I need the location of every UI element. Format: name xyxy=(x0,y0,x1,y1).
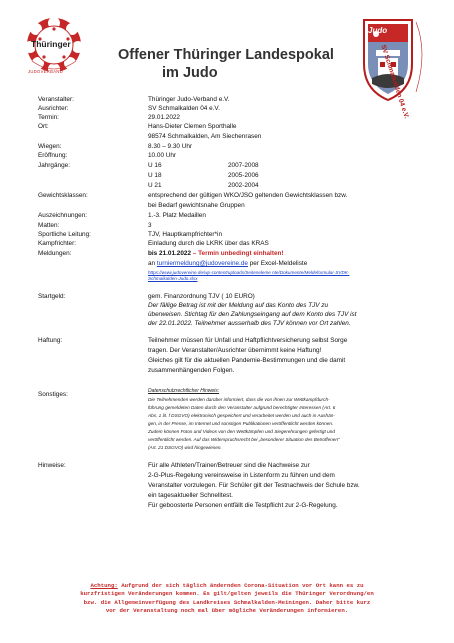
row-label: Sportliche Leitung: xyxy=(38,231,91,238)
hinweise-text: Veranstalter vorzulegen. Für Schüler gilt der Testnachweis der Schule bzw. xyxy=(148,482,360,489)
notice-line-2: kurzfristigen Veränderungen kommen. Es gilt/gelten jeweils die Thüringer Verordnung/en xyxy=(80,590,374,598)
row-value: 98574 Schmalkalden, Am Siechenrasen xyxy=(148,133,262,140)
page-title xyxy=(118,46,348,82)
row-label: Auszeichnungen: xyxy=(38,212,88,219)
age-class: U 18 xyxy=(148,172,162,179)
notice-text: Aufgrund der sich täglich ändernden Corona-Situation vor Ort kann es zu xyxy=(117,582,364,589)
hinweise-text: Für geboosterte Personen entfällt die Testpflicht zur 2-G-Regelung. xyxy=(148,502,338,509)
meldung-deadline xyxy=(148,250,284,258)
row-value: Thüringer Judo-Verband e.V. xyxy=(148,96,230,103)
privacy-line: Die Teilnehmenden werden darüber informiert, dass die von ihnen zur Wettkampfdurch- xyxy=(148,397,330,402)
row-value: SV Schmalkalden 04 e.V. xyxy=(148,105,220,112)
row-label: Gewichtsklassen: xyxy=(38,192,88,199)
row-value: 10.00 Uhr xyxy=(148,152,177,159)
corona-notice xyxy=(25,582,429,615)
privacy-line: gen, in der Presse, im Internet und sonstigen Publikationen veröffentlicht werden können. xyxy=(148,421,334,426)
deadline-date: bis 21.01.2022 xyxy=(148,250,191,257)
row-value: 8.30 – 9.30 Uhr xyxy=(148,143,193,150)
notice-line-3: bzw. die Allgemeinverfügung des Landkreises Schmalkalden-Meiningen. Daher bitte kurz xyxy=(83,598,371,606)
row-label: Kampfrichter: xyxy=(38,240,77,247)
row-value: Einladung durch die LKRK über das KRAS xyxy=(148,240,269,247)
form-url-link-cont[interactable]: Schmalkalden-Judo.xlsx xyxy=(148,276,198,281)
row-label: Wiegen: xyxy=(38,143,62,150)
row-label: Termin: xyxy=(38,114,59,121)
age-years: 2005-2006 xyxy=(228,172,259,179)
row-label: Meldungen: xyxy=(38,250,72,257)
row-label: Haftung: xyxy=(38,337,63,344)
privacy-line: Abs. 1 lit. f DSGVO) elektronisch gespeichert und verarbeitet werden und auch in Aushän- xyxy=(148,413,335,418)
row-value: gem. Finanzordnung TJV ( 10 EURO) xyxy=(148,293,255,300)
notice-line-1 xyxy=(25,582,429,590)
title-line-1: Offener Thüringer Landespokal xyxy=(118,47,334,63)
haftung-text: tragen. Der Veranstalter/Ausrichter übernimmt keine Haftung! xyxy=(148,347,322,354)
startgeld-text: Der fällige Betrag ist mit der Meldung auf das Konto des TJV zu xyxy=(148,302,329,309)
email-suffix: per Excel-Meldeliste xyxy=(247,260,308,267)
notice-line-4: vor der Veranstaltung noch mal über mögliche Veränderungen informieren. xyxy=(105,606,349,614)
privacy-line: führung gemeldeten Daten durch den Veranstalter aufgrund berechtigter Interessen (Art. 6 xyxy=(148,405,336,410)
row-value: Für alle Athleten/Trainer/Betreuer sind die Nachweise zur xyxy=(148,462,310,469)
row-label: Hinweise: xyxy=(38,462,66,469)
privacy-heading: Datenschutzrechtlicher Hinweis: xyxy=(148,388,220,394)
email-prefix: an xyxy=(148,260,157,267)
meldung-email-line xyxy=(148,260,307,268)
form-url-link[interactable]: https://www.judovereine.de/wp-content/uploads/Seiteneleme nte/Dokumente/Meldeformular-SVDK- xyxy=(148,270,350,275)
privacy-line: (Art. 21 DSGVO) wird hingewiesen. xyxy=(148,445,222,450)
age-years: 2002-2004 xyxy=(228,182,259,189)
row-label: Eröffnung: xyxy=(38,152,68,159)
email-link[interactable]: turniermeldung@judovereine.de xyxy=(156,260,248,267)
age-class: U 16 xyxy=(148,162,162,169)
row-label: Ausrichter: xyxy=(38,105,69,112)
row-value: bei Bedarf gewichtsnahe Gruppen xyxy=(148,202,245,209)
startgeld-text: überweisen. Stichtag für den Zahlungseingang auf dem Konto des TJV ist xyxy=(148,311,357,318)
age-class: U 21 xyxy=(148,182,162,189)
startgeld-text: der 22.01.2022. Teilnehmer ausserhalb des TJV können vor Ort zahlen. xyxy=(148,320,351,327)
row-label: Sonstiges: xyxy=(38,391,68,398)
notice-achtung: Achtung: xyxy=(90,582,118,589)
deadline-warning: – Termin unbedingt einhalten! xyxy=(191,250,284,257)
row-value: 29.01.2022 xyxy=(148,114,180,121)
sv-logo-ring-text: SV Schmalkalden 04 e.V. xyxy=(379,44,410,120)
row-value: 1.-3. Platz Medaillen xyxy=(148,212,206,219)
row-value: Hans-Dieter Clemen Sporthalle xyxy=(148,123,237,130)
age-years: 2007-2008 xyxy=(228,162,259,169)
tjv-logo-subtext: JUDOVERBAND xyxy=(28,69,63,74)
privacy-line: Zudem können Fotos und Videos von den Wettkämpfen und Siegerehrungen gefertigt und xyxy=(148,429,335,434)
privacy-line: veröffentlicht werden. Auf das Widerspruchsrecht bei „besonderer Situation des Betroffenen“ xyxy=(148,437,340,442)
row-label: Veranstalter: xyxy=(38,96,74,103)
row-label: Ort: xyxy=(38,123,49,130)
row-value: 3 xyxy=(148,222,152,229)
haftung-text: Gleiches gilt für die aktuellen Pandemie-Bestimmungen und die damit xyxy=(148,357,346,364)
row-label: Startgeld: xyxy=(38,293,66,300)
row-label: Matten: xyxy=(38,222,60,229)
row-label: Jahrgänge: xyxy=(38,162,70,169)
sv-logo-word: Judo xyxy=(368,26,388,35)
row-value: Teilnehmer müssen für Unfall und Haftpflichtversicherung selbst Sorge xyxy=(148,337,348,344)
hinweise-text: 2-G-Plus-Regelung vereinsweise in Listenform zu führen und dem xyxy=(148,472,335,479)
row-value: TJV, Hauptkampfrichter*in xyxy=(148,231,222,238)
row-value: entsprechend der gültigen WKO/JSO geltenden Gewichtsklassen bzw. xyxy=(148,192,348,199)
haftung-text: zusammenhängenden Folgen. xyxy=(148,367,235,374)
tjv-logo-text: Thüringer xyxy=(31,39,71,49)
title-line-2: im Judo xyxy=(162,65,218,81)
hinweise-text: ein tagesaktueller Schnelltest. xyxy=(148,492,233,499)
